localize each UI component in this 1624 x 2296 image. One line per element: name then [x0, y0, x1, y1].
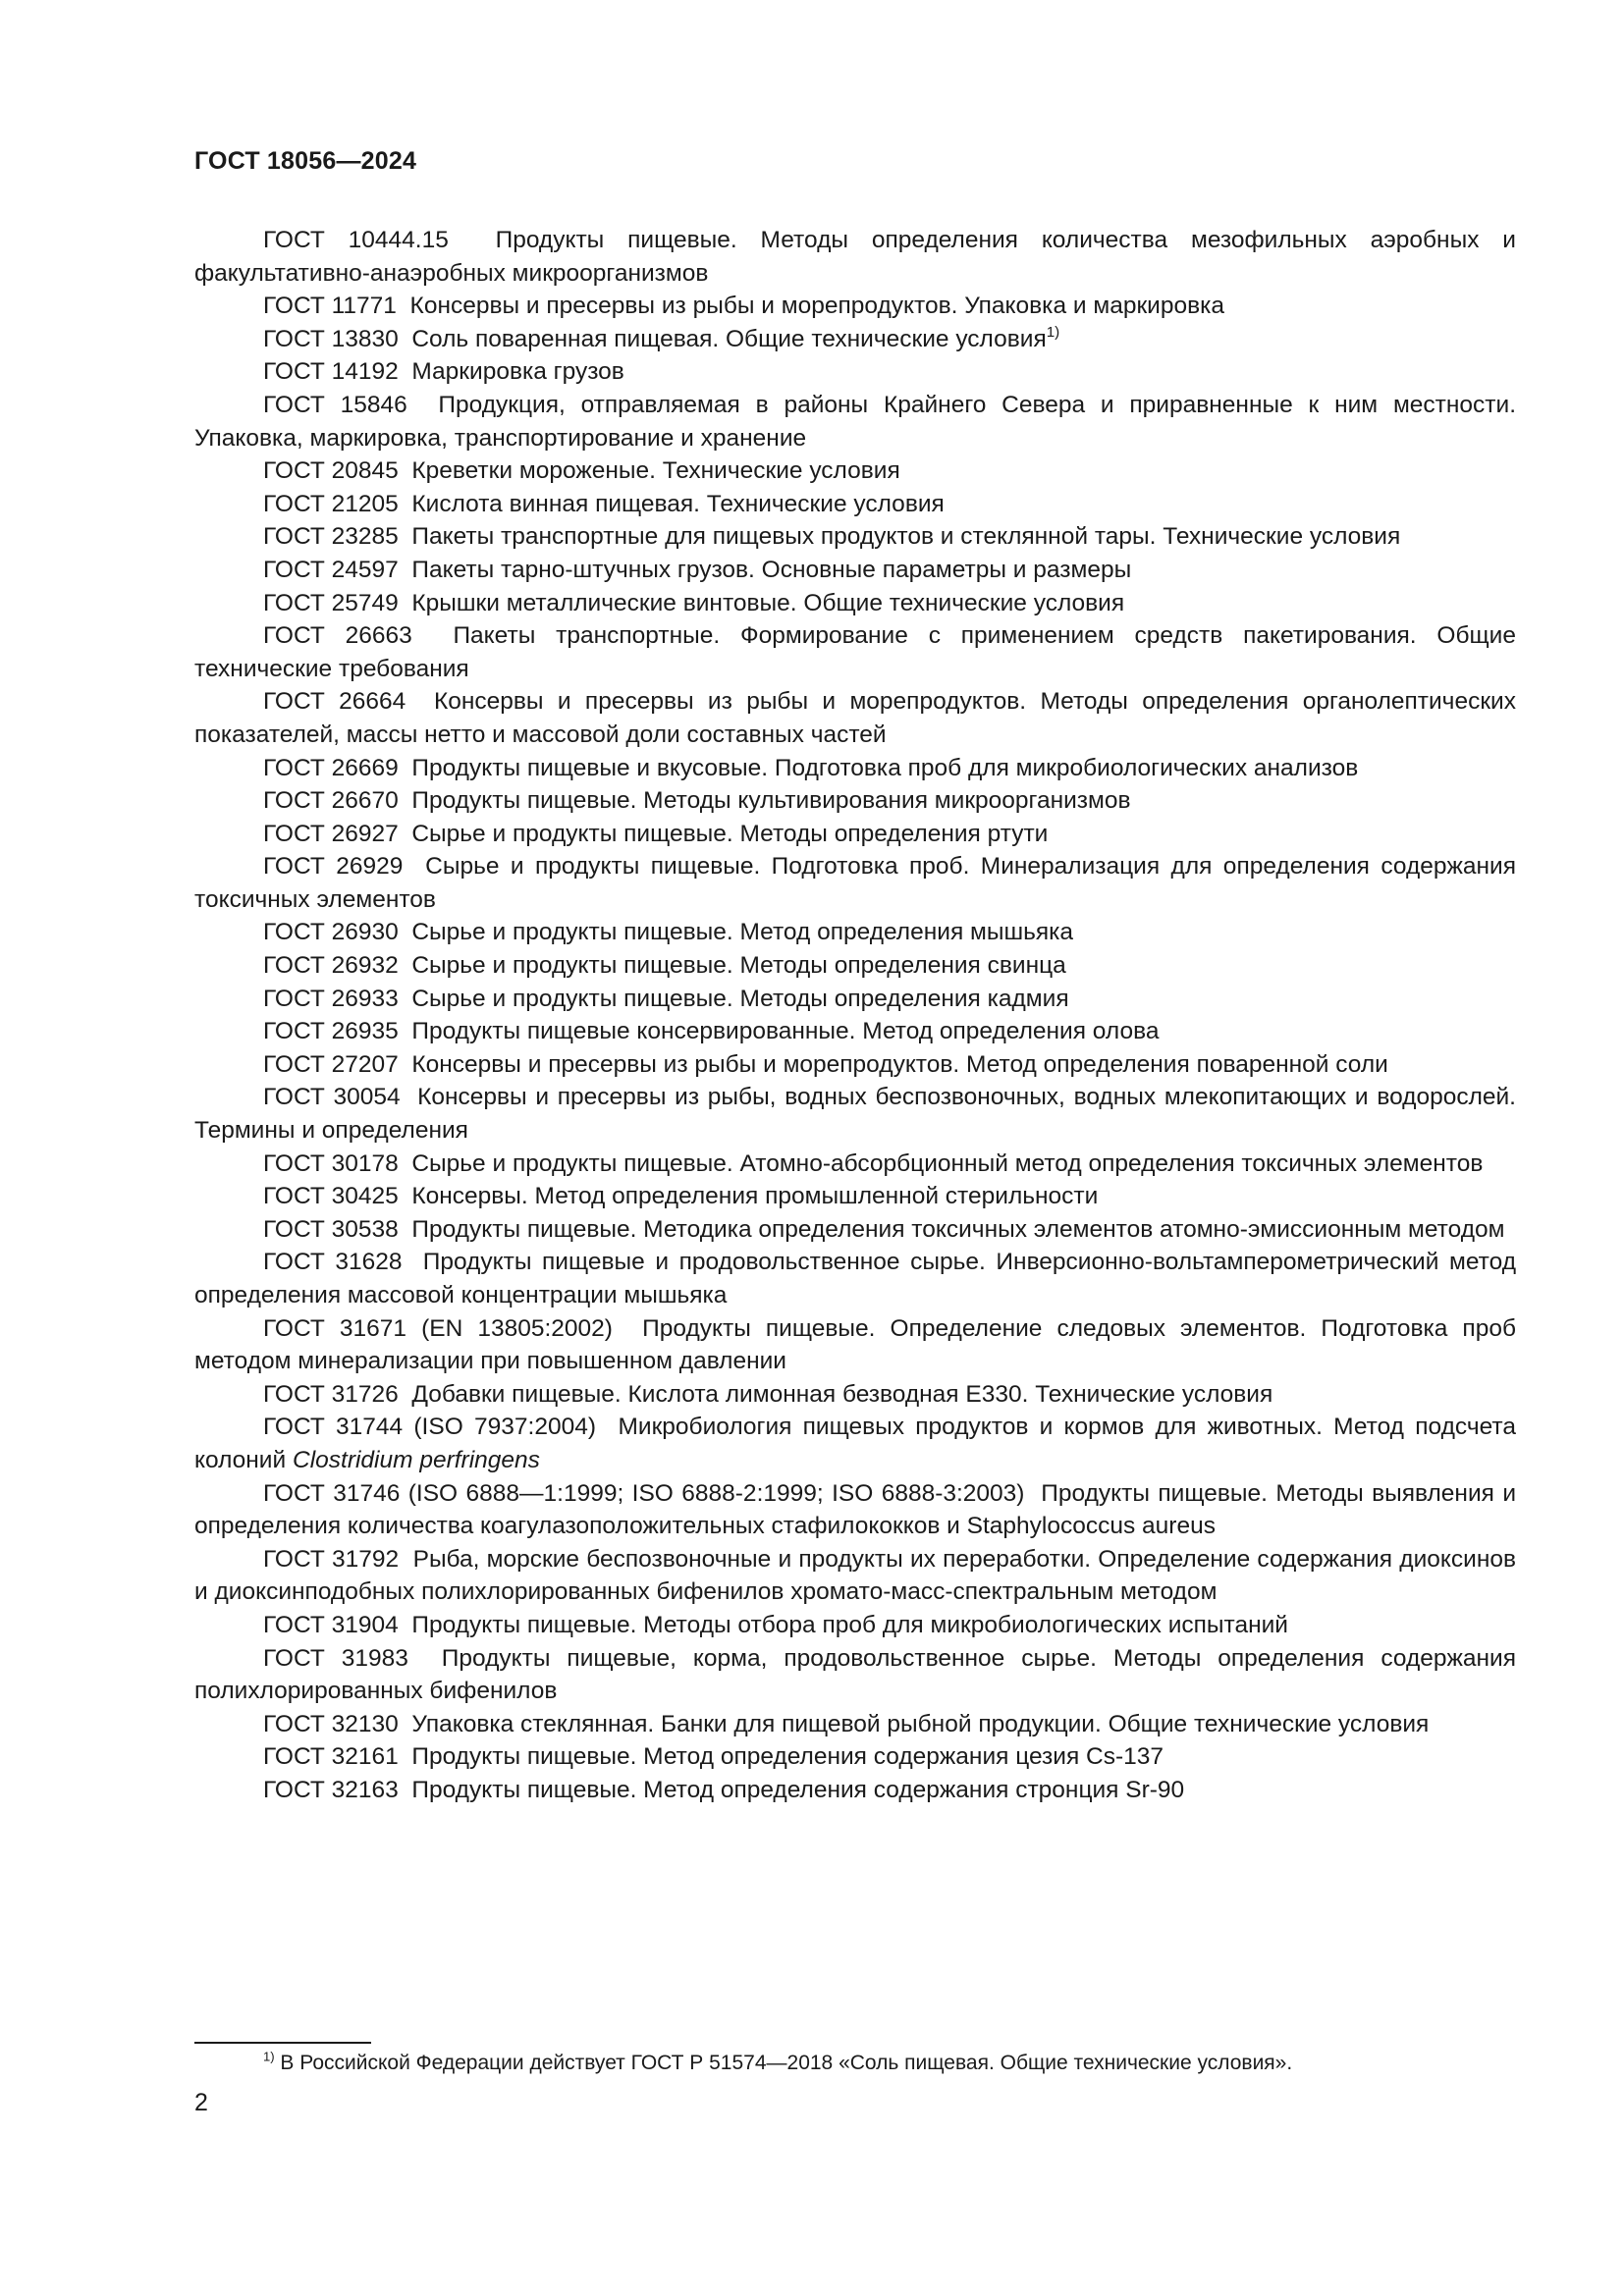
reference-code: ГОСТ 23285 — [263, 523, 399, 551]
footnote-text: В Российской Федерации действует ГОСТ Р 51574—2018 «Соль пищевая. Общие технические условия». — [280, 2052, 1293, 2074]
reference-title: Продукты пищевые консервированные. Метод определения олова — [411, 1018, 1160, 1045]
reference-code: ГОСТ 31726 — [263, 1380, 399, 1408]
reference-item — [194, 1740, 1516, 1774]
reference-code: ГОСТ 26664 — [263, 688, 406, 716]
footnote-separator — [194, 2042, 371, 2044]
reference-title: Продукты пищевые. Методы выявления и определения количества коагулазоположительных стафилококков и Staphylococcus aureus — [194, 1479, 1517, 1540]
footnote-reference-marker: 1) — [1046, 323, 1060, 341]
reference-title: Креветки мороженые. Технические условия — [411, 457, 900, 485]
reference-item — [194, 685, 1516, 751]
reference-code: ГОСТ 30178 — [263, 1149, 399, 1177]
reference-item — [194, 1411, 1516, 1476]
reference-title: Микробиология пищевых продуктов и кормов для животных. Метод подсчета колоний — [194, 1414, 1516, 1473]
reference-code: ГОСТ 26932 — [263, 952, 399, 980]
reference-item — [194, 520, 1516, 554]
reference-title: Продукты пищевые. Метод определения содержания цезия Cs-137 — [411, 1743, 1164, 1771]
reference-item — [194, 1642, 1516, 1708]
reference-item — [194, 224, 1516, 290]
reference-code: ГОСТ 30054 — [263, 1084, 401, 1111]
reference-item — [194, 850, 1516, 916]
reference-code: ГОСТ 26935 — [263, 1018, 399, 1045]
reference-title: Продукты пищевые. Методы определения количества мезофильных аэробных и факультативно-анаэробных микроорганизмов — [194, 227, 1516, 287]
reference-code: ГОСТ 10444.15 — [263, 227, 449, 253]
reference-item — [194, 1048, 1516, 1082]
reference-item — [194, 355, 1516, 389]
reference-code: ГОСТ 26929 — [263, 853, 404, 881]
page-number: 2 — [194, 2089, 208, 2116]
reference-code: ГОСТ 15846 — [263, 391, 407, 418]
reference-code: ГОСТ 26663 — [263, 622, 412, 650]
reference-code: ГОСТ 26669 — [263, 754, 399, 781]
reference-title: Сырье и продукты пищевые. Атомно-абсорбционный метод определения токсичных элементов — [411, 1149, 1484, 1177]
reference-item — [194, 454, 1516, 488]
reference-item — [194, 323, 1516, 356]
reference-code: ГОСТ 20845 — [263, 457, 399, 485]
document-header: ГОСТ 18056—2024 — [194, 147, 417, 175]
reference-code: ГОСТ 24597 — [263, 556, 399, 583]
reference-code: ГОСТ 26930 — [263, 919, 399, 946]
reference-code: ГОСТ 21205 — [263, 490, 399, 517]
reference-title: Продукты пищевые. Методы отбора проб для микробиологических испытаний — [411, 1611, 1288, 1638]
reference-item — [194, 1213, 1516, 1247]
reference-code: ГОСТ 26670 — [263, 787, 399, 815]
reference-title: Маркировка грузов — [411, 358, 624, 386]
reference-code: ГОСТ 31628 — [263, 1249, 403, 1276]
reference-title: Сырье и продукты пищевые. Методы определения ртути — [411, 820, 1049, 847]
reference-item — [194, 1180, 1516, 1213]
reference-title: Консервы и пресервы из рыбы, водных беспозвоночных, водных млекопитающих и водорослей. Термины и определения — [194, 1084, 1516, 1145]
reference-title: Продукты пищевые и продовольственное сырье. Инверсионно-вольтамперометрический метод определения массовой концентрации мышьяка — [194, 1249, 1516, 1308]
reference-code: ГОСТ 31792 — [263, 1545, 400, 1573]
reference-item — [194, 784, 1516, 818]
reference-item — [194, 1774, 1516, 1807]
reference-title: Соль поваренная пищевая. Общие технические условия — [411, 325, 1047, 352]
reference-item — [194, 488, 1516, 521]
reference-title: Продукты пищевые. Определение следовых элементов. Подготовка проб методом минерализации при повышенном давлении — [194, 1314, 1516, 1375]
reference-title: Пакеты транспортные для пищевых продуктов и стеклянной тары. Технические условия — [411, 523, 1401, 551]
reference-item — [194, 949, 1516, 983]
reference-title: Сырье и продукты пищевые. Методы определения свинца — [411, 952, 1066, 980]
reference-item — [194, 1543, 1516, 1609]
reference-title: Упаковка стеклянная. Банки для пищевой рыбной продукции. Общие технические условия — [411, 1710, 1430, 1737]
reference-item — [194, 1081, 1516, 1147]
reference-title: Пакеты тарно-штучных грузов. Основные параметры и размеры — [411, 556, 1132, 583]
reference-title: Пакеты транспортные. Формирование с применением средств пакетирования. Общие технические требования — [194, 622, 1516, 682]
reference-code: ГОСТ 32130 — [263, 1710, 399, 1737]
reference-item — [194, 389, 1516, 454]
reference-title: Добавки пищевые. Кислота лимонная безводная Е330. Технические условия — [411, 1380, 1273, 1408]
reference-item — [194, 752, 1516, 785]
reference-item — [194, 1609, 1516, 1642]
reference-code: ГОСТ 25749 — [263, 589, 399, 616]
reference-code: ГОСТ 31744 (ISO 7937:2004) — [263, 1414, 596, 1441]
reference-code: ГОСТ 27207 — [263, 1050, 399, 1078]
reference-title: Кислота винная пищевая. Технические условия — [411, 490, 945, 517]
reference-code: ГОСТ 31983 — [263, 1644, 408, 1672]
reference-italic-term: Clostridium perfringens — [293, 1446, 540, 1473]
reference-item — [194, 1312, 1516, 1378]
reference-item — [194, 290, 1516, 323]
reference-title: Продукты пищевые. Метод определения содержания стронция Sr-90 — [411, 1776, 1185, 1803]
footnote-marker: 1) — [263, 2049, 275, 2064]
reference-code: ГОСТ 32161 — [263, 1743, 399, 1771]
reference-title: Сырье и продукты пищевые. Методы определения кадмия — [411, 985, 1069, 1012]
reference-title: Продукты пищевые. Методы культивирования микроорганизмов — [411, 787, 1131, 815]
reference-code: ГОСТ 30425 — [263, 1183, 399, 1210]
reference-title: Сырье и продукты пищевые. Метод определения мышьяка — [411, 919, 1074, 946]
reference-title: Консервы и пресервы из рыбы и морепродуктов. Упаковка и маркировка — [409, 293, 1225, 320]
reference-item — [194, 1708, 1516, 1741]
reference-title: Продукты пищевые. Методика определения токсичных элементов атомно-эмиссионным методом — [411, 1215, 1505, 1243]
reference-title: Сырье и продукты пищевые. Подготовка проб. Минерализация для определения содержания токсичных элементов — [194, 853, 1516, 913]
reference-item — [194, 818, 1516, 851]
reference-item — [194, 1246, 1516, 1311]
reference-code: ГОСТ 11771 — [263, 293, 397, 320]
reference-title: Консервы. Метод определения промышленной стерильности — [411, 1183, 1099, 1210]
reference-title: Рыба, морские беспозвоночные и продукты их переработки. Определение содержания диоксинов и диоксинподобных полихлорированных бифенилов хромато-масс-спектральным методом — [194, 1545, 1517, 1606]
normative-references-list — [194, 224, 1516, 1807]
reference-title: Консервы и пресервы из рыбы и морепродуктов. Метод определения поваренной соли — [411, 1050, 1388, 1078]
reference-code: ГОСТ 31671 (EN 13805:2002) — [263, 1314, 613, 1342]
reference-code: ГОСТ 31746 (ISO 6888—1:1999; ISO 6888-2:1999; ISO 6888-3:2003) — [263, 1479, 1025, 1507]
reference-item — [194, 554, 1516, 587]
reference-item — [194, 983, 1516, 1016]
reference-title: Консервы и пресервы из рыбы и морепродуктов. Методы определения органолептических показателей, массы нетто и массовой доли составных частей — [194, 688, 1516, 748]
reference-item — [194, 916, 1516, 949]
reference-item — [194, 1378, 1516, 1412]
reference-item — [194, 619, 1516, 685]
reference-code: ГОСТ 14192 — [263, 358, 399, 386]
reference-code: ГОСТ 30538 — [263, 1215, 399, 1243]
reference-item — [194, 1477, 1516, 1543]
reference-title: Продукты пищевые, корма, продовольственное сырье. Методы определения содержания полихлорированных бифенилов — [194, 1644, 1516, 1705]
reference-item — [194, 1148, 1516, 1181]
reference-code: ГОСТ 26933 — [263, 985, 399, 1012]
reference-title: Крышки металлические винтовые. Общие технические условия — [411, 589, 1125, 616]
reference-code: ГОСТ 31904 — [263, 1611, 399, 1638]
reference-item — [194, 1015, 1516, 1048]
reference-code: ГОСТ 32163 — [263, 1776, 399, 1803]
footnote — [263, 2050, 1516, 2077]
reference-item — [194, 587, 1516, 620]
reference-title: Продукты пищевые и вкусовые. Подготовка проб для микробиологических анализов — [411, 754, 1359, 781]
reference-code: ГОСТ 13830 — [263, 325, 399, 352]
reference-code: ГОСТ 26927 — [263, 820, 399, 847]
reference-title: Продукция, отправляемая в районы Крайнего Севера и приравненные к ним местности. Упаковка, маркировка, транспортирование и хранение — [194, 391, 1517, 452]
